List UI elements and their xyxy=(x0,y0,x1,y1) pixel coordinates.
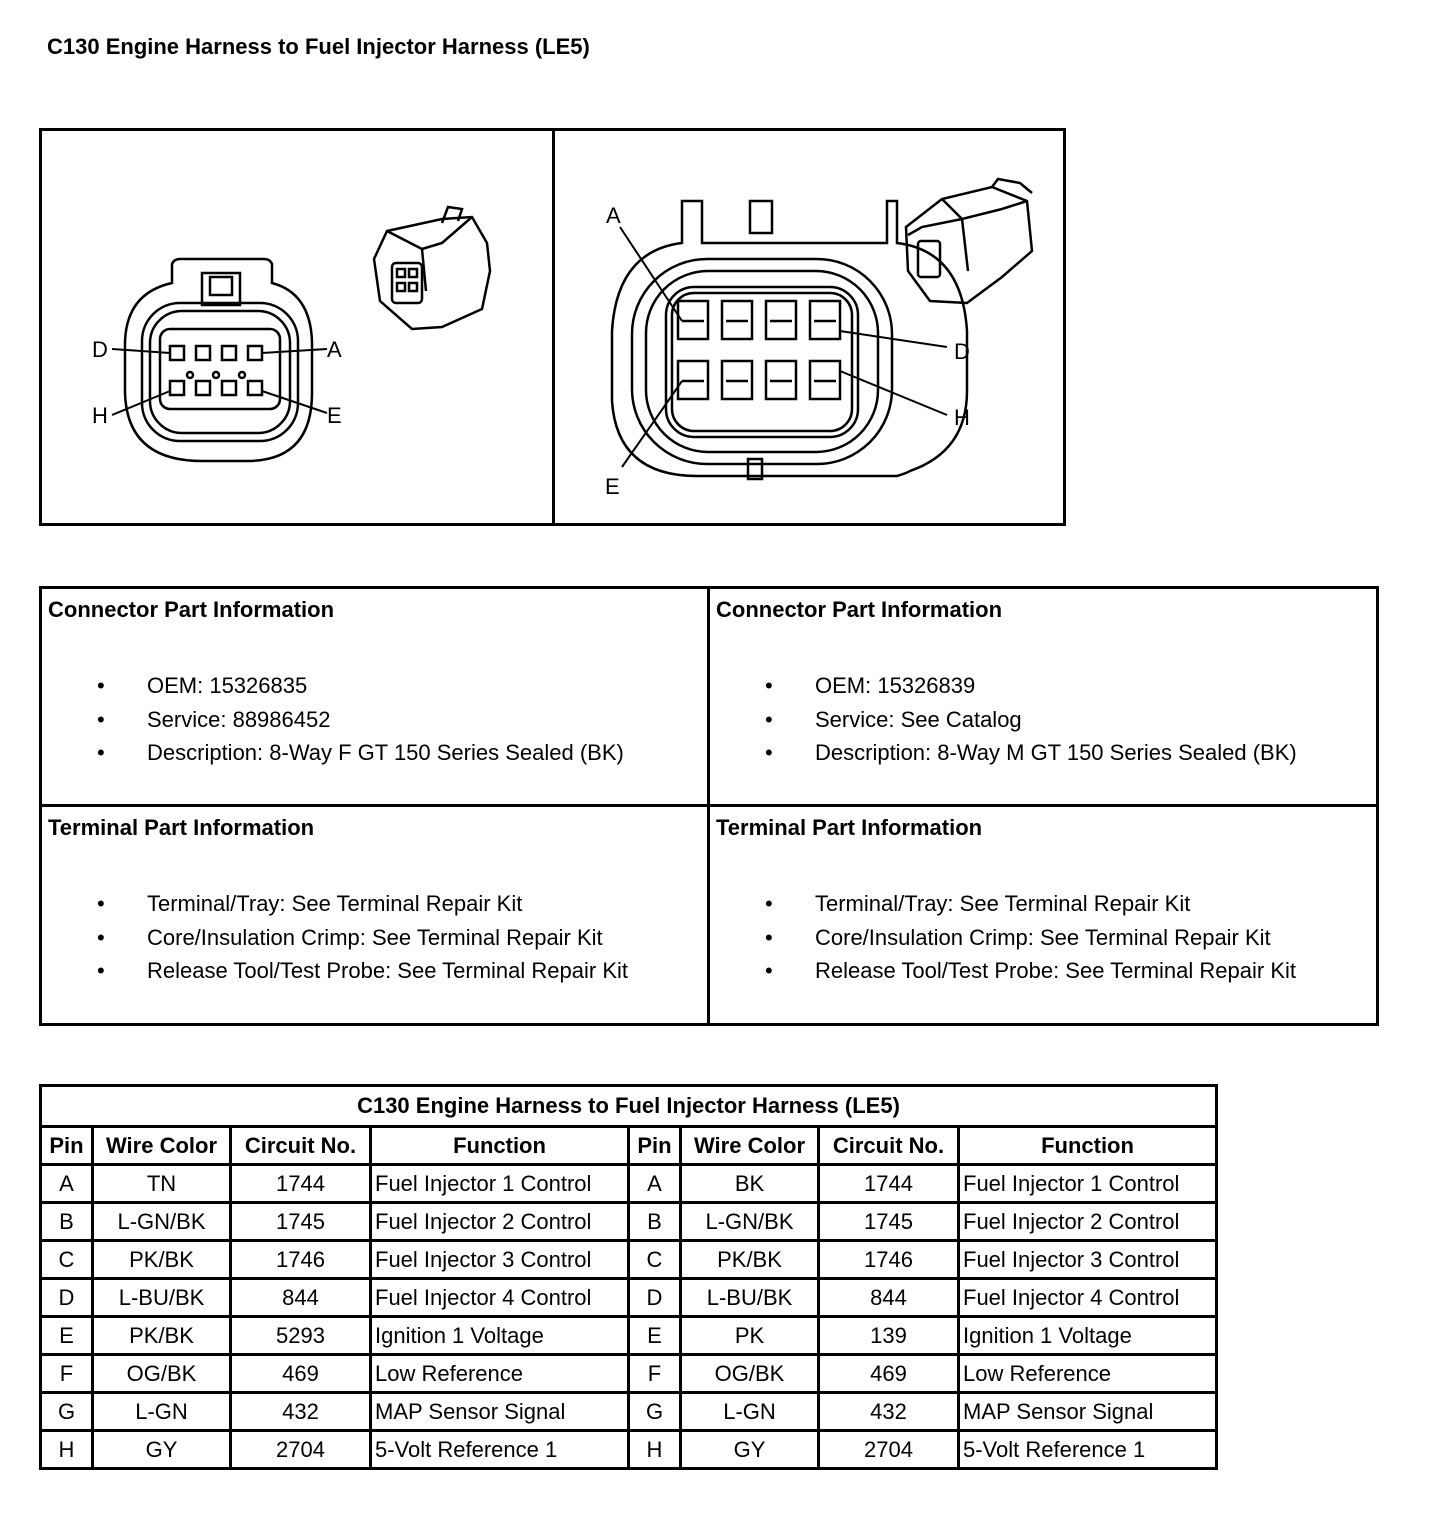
terminal-info-heading: Terminal Part Information xyxy=(48,815,315,840)
circuit-number-cell: 139 xyxy=(819,1317,959,1355)
table-header-row xyxy=(41,1127,1217,1165)
function-cell: Low Reference xyxy=(959,1355,1217,1393)
list-item: • Release Tool/Test Probe: See Terminal Repair Kit xyxy=(97,954,628,988)
list-item: • Service: See Catalog xyxy=(765,703,1297,737)
column-header: Wire Color xyxy=(93,1127,231,1165)
column-header: Circuit No. xyxy=(231,1127,371,1165)
terminal-info-male xyxy=(710,807,1376,1023)
pin-cell: G xyxy=(629,1393,681,1431)
table-row xyxy=(41,1279,1217,1317)
female-label-a: A xyxy=(327,337,342,362)
pin-cell: F xyxy=(41,1355,93,1393)
circuit-number-cell: 469 xyxy=(819,1355,959,1393)
wire-color-cell: GY xyxy=(93,1431,231,1469)
pin-cell: D xyxy=(629,1279,681,1317)
column-header: Pin xyxy=(41,1127,93,1165)
circuit-number-cell: 469 xyxy=(231,1355,371,1393)
female-label-d: D xyxy=(92,337,108,362)
circuit-number-cell: 432 xyxy=(231,1393,371,1431)
table-row xyxy=(41,1241,1217,1279)
list-item: • OEM: 15326839 xyxy=(765,669,1297,703)
function-cell: Fuel Injector 4 Control xyxy=(371,1279,629,1317)
list-item: • Description: 8-Way F GT 150 Series Sealed (BK) xyxy=(97,736,624,770)
pin-cell: F xyxy=(629,1355,681,1393)
circuit-number-cell: 1746 xyxy=(231,1241,371,1279)
list-item: • Terminal/Tray: See Terminal Repair Kit xyxy=(97,887,628,921)
male-label-h: H xyxy=(954,405,970,430)
connector-info-heading: Connector Part Information xyxy=(716,597,1003,622)
function-cell: Fuel Injector 2 Control xyxy=(959,1203,1217,1241)
circuit-number-cell: 432 xyxy=(819,1393,959,1431)
function-cell: Fuel Injector 1 Control xyxy=(959,1165,1217,1203)
wire-color-cell: GY xyxy=(681,1431,819,1469)
terminal-info-female xyxy=(42,807,710,1023)
pin-cell: B xyxy=(629,1203,681,1241)
female-leader-lines xyxy=(112,349,327,415)
wire-color-cell: L-GN xyxy=(681,1393,819,1431)
function-cell: Ignition 1 Voltage xyxy=(371,1317,629,1355)
table-row xyxy=(41,1317,1217,1355)
wire-color-cell: PK/BK xyxy=(93,1241,231,1279)
list-item: • OEM: 15326835 xyxy=(97,669,624,703)
circuit-number-cell: 1745 xyxy=(819,1203,959,1241)
wire-color-cell: PK xyxy=(681,1317,819,1355)
function-cell: MAP Sensor Signal xyxy=(959,1393,1217,1431)
female-connector-face xyxy=(125,259,312,461)
table-row xyxy=(41,1431,1217,1469)
pin-cell: E xyxy=(629,1317,681,1355)
table-row xyxy=(41,1203,1217,1241)
table-row xyxy=(41,1165,1217,1203)
pin-cell: H xyxy=(41,1431,93,1469)
wire-color-cell: L-GN xyxy=(93,1393,231,1431)
pin-cell: G xyxy=(41,1393,93,1431)
list-item: • Core/Insulation Crimp: See Terminal Repair Kit xyxy=(97,921,628,955)
column-header: Function xyxy=(959,1127,1217,1165)
list-item: • Release Tool/Test Probe: See Terminal Repair Kit xyxy=(765,954,1296,988)
pin-cell: D xyxy=(41,1279,93,1317)
connector-drawings xyxy=(42,131,1069,529)
pin-cell: H xyxy=(629,1431,681,1469)
function-cell: Fuel Injector 3 Control xyxy=(371,1241,629,1279)
wire-color-cell: L-GN/BK xyxy=(93,1203,231,1241)
pinout-table xyxy=(39,1084,1218,1470)
wire-color-cell: OG/BK xyxy=(93,1355,231,1393)
circuit-number-cell: 1744 xyxy=(819,1165,959,1203)
function-cell: Fuel Injector 2 Control xyxy=(371,1203,629,1241)
male-label-d: D xyxy=(954,339,970,364)
function-cell: 5-Volt Reference 1 xyxy=(959,1431,1217,1469)
terminal-info-heading: Terminal Part Information xyxy=(716,815,983,840)
circuit-number-cell: 2704 xyxy=(231,1431,371,1469)
male-label-a: A xyxy=(606,203,621,228)
list-item: • Terminal/Tray: See Terminal Repair Kit xyxy=(765,887,1296,921)
list-item: • Core/Insulation Crimp: See Terminal Repair Kit xyxy=(765,921,1296,955)
circuit-number-cell: 5293 xyxy=(231,1317,371,1355)
wire-color-cell: OG/BK xyxy=(681,1355,819,1393)
column-header: Pin xyxy=(629,1127,681,1165)
terminal-info-list xyxy=(97,887,628,988)
connector-info-male xyxy=(710,589,1376,807)
wire-color-cell: BK xyxy=(681,1165,819,1203)
function-cell: Fuel Injector 3 Control xyxy=(959,1241,1217,1279)
column-header: Wire Color xyxy=(681,1127,819,1165)
pin-cell: E xyxy=(41,1317,93,1355)
pin-cell: A xyxy=(41,1165,93,1203)
page-title: C130 Engine Harness to Fuel Injector Harness (LE5) xyxy=(47,34,590,59)
circuit-number-cell: 1744 xyxy=(231,1165,371,1203)
pin-cell: C xyxy=(629,1241,681,1279)
column-header: Function xyxy=(371,1127,629,1165)
female-connector-iso xyxy=(374,207,490,329)
function-cell: MAP Sensor Signal xyxy=(371,1393,629,1431)
circuit-number-cell: 844 xyxy=(231,1279,371,1317)
pin-cell: C xyxy=(41,1241,93,1279)
function-cell: Low Reference xyxy=(371,1355,629,1393)
circuit-number-cell: 844 xyxy=(819,1279,959,1317)
pin-cell: A xyxy=(629,1165,681,1203)
circuit-number-cell: 1745 xyxy=(231,1203,371,1241)
function-cell: 5-Volt Reference 1 xyxy=(371,1431,629,1469)
list-item: • Description: 8-Way M GT 150 Series Sealed (BK) xyxy=(765,736,1297,770)
part-information-grid xyxy=(39,586,1379,1026)
wire-color-cell: L-BU/BK xyxy=(93,1279,231,1317)
table-caption: C130 Engine Harness to Fuel Injector Harness (LE5) xyxy=(41,1086,1217,1127)
connector-info-female xyxy=(42,589,710,807)
wire-color-cell: PK/BK xyxy=(93,1317,231,1355)
connector-info-heading: Connector Part Information xyxy=(48,597,335,622)
function-cell: Ignition 1 Voltage xyxy=(959,1317,1217,1355)
wire-color-cell: L-BU/BK xyxy=(681,1279,819,1317)
terminal-info-list xyxy=(765,887,1296,988)
circuit-number-cell: 2704 xyxy=(819,1431,959,1469)
pin-cell: B xyxy=(41,1203,93,1241)
list-item: • Service: 88986452 xyxy=(97,703,624,737)
table-row xyxy=(41,1355,1217,1393)
female-label-h: H xyxy=(92,403,108,428)
function-cell: Fuel Injector 4 Control xyxy=(959,1279,1217,1317)
wire-color-cell: PK/BK xyxy=(681,1241,819,1279)
male-connector-face xyxy=(612,201,967,479)
table-row xyxy=(41,1393,1217,1431)
male-label-e: E xyxy=(605,474,620,499)
wire-color-cell: TN xyxy=(93,1165,231,1203)
male-connector-iso xyxy=(906,179,1032,303)
column-header: Circuit No. xyxy=(819,1127,959,1165)
connector-info-list xyxy=(765,669,1297,770)
connector-diagram-frame xyxy=(39,128,1066,526)
female-label-e: E xyxy=(327,403,342,428)
function-cell: Fuel Injector 1 Control xyxy=(371,1165,629,1203)
pinout-table-body xyxy=(41,1165,1217,1469)
wire-color-cell: L-GN/BK xyxy=(681,1203,819,1241)
circuit-number-cell: 1746 xyxy=(819,1241,959,1279)
connector-info-list xyxy=(97,669,624,770)
